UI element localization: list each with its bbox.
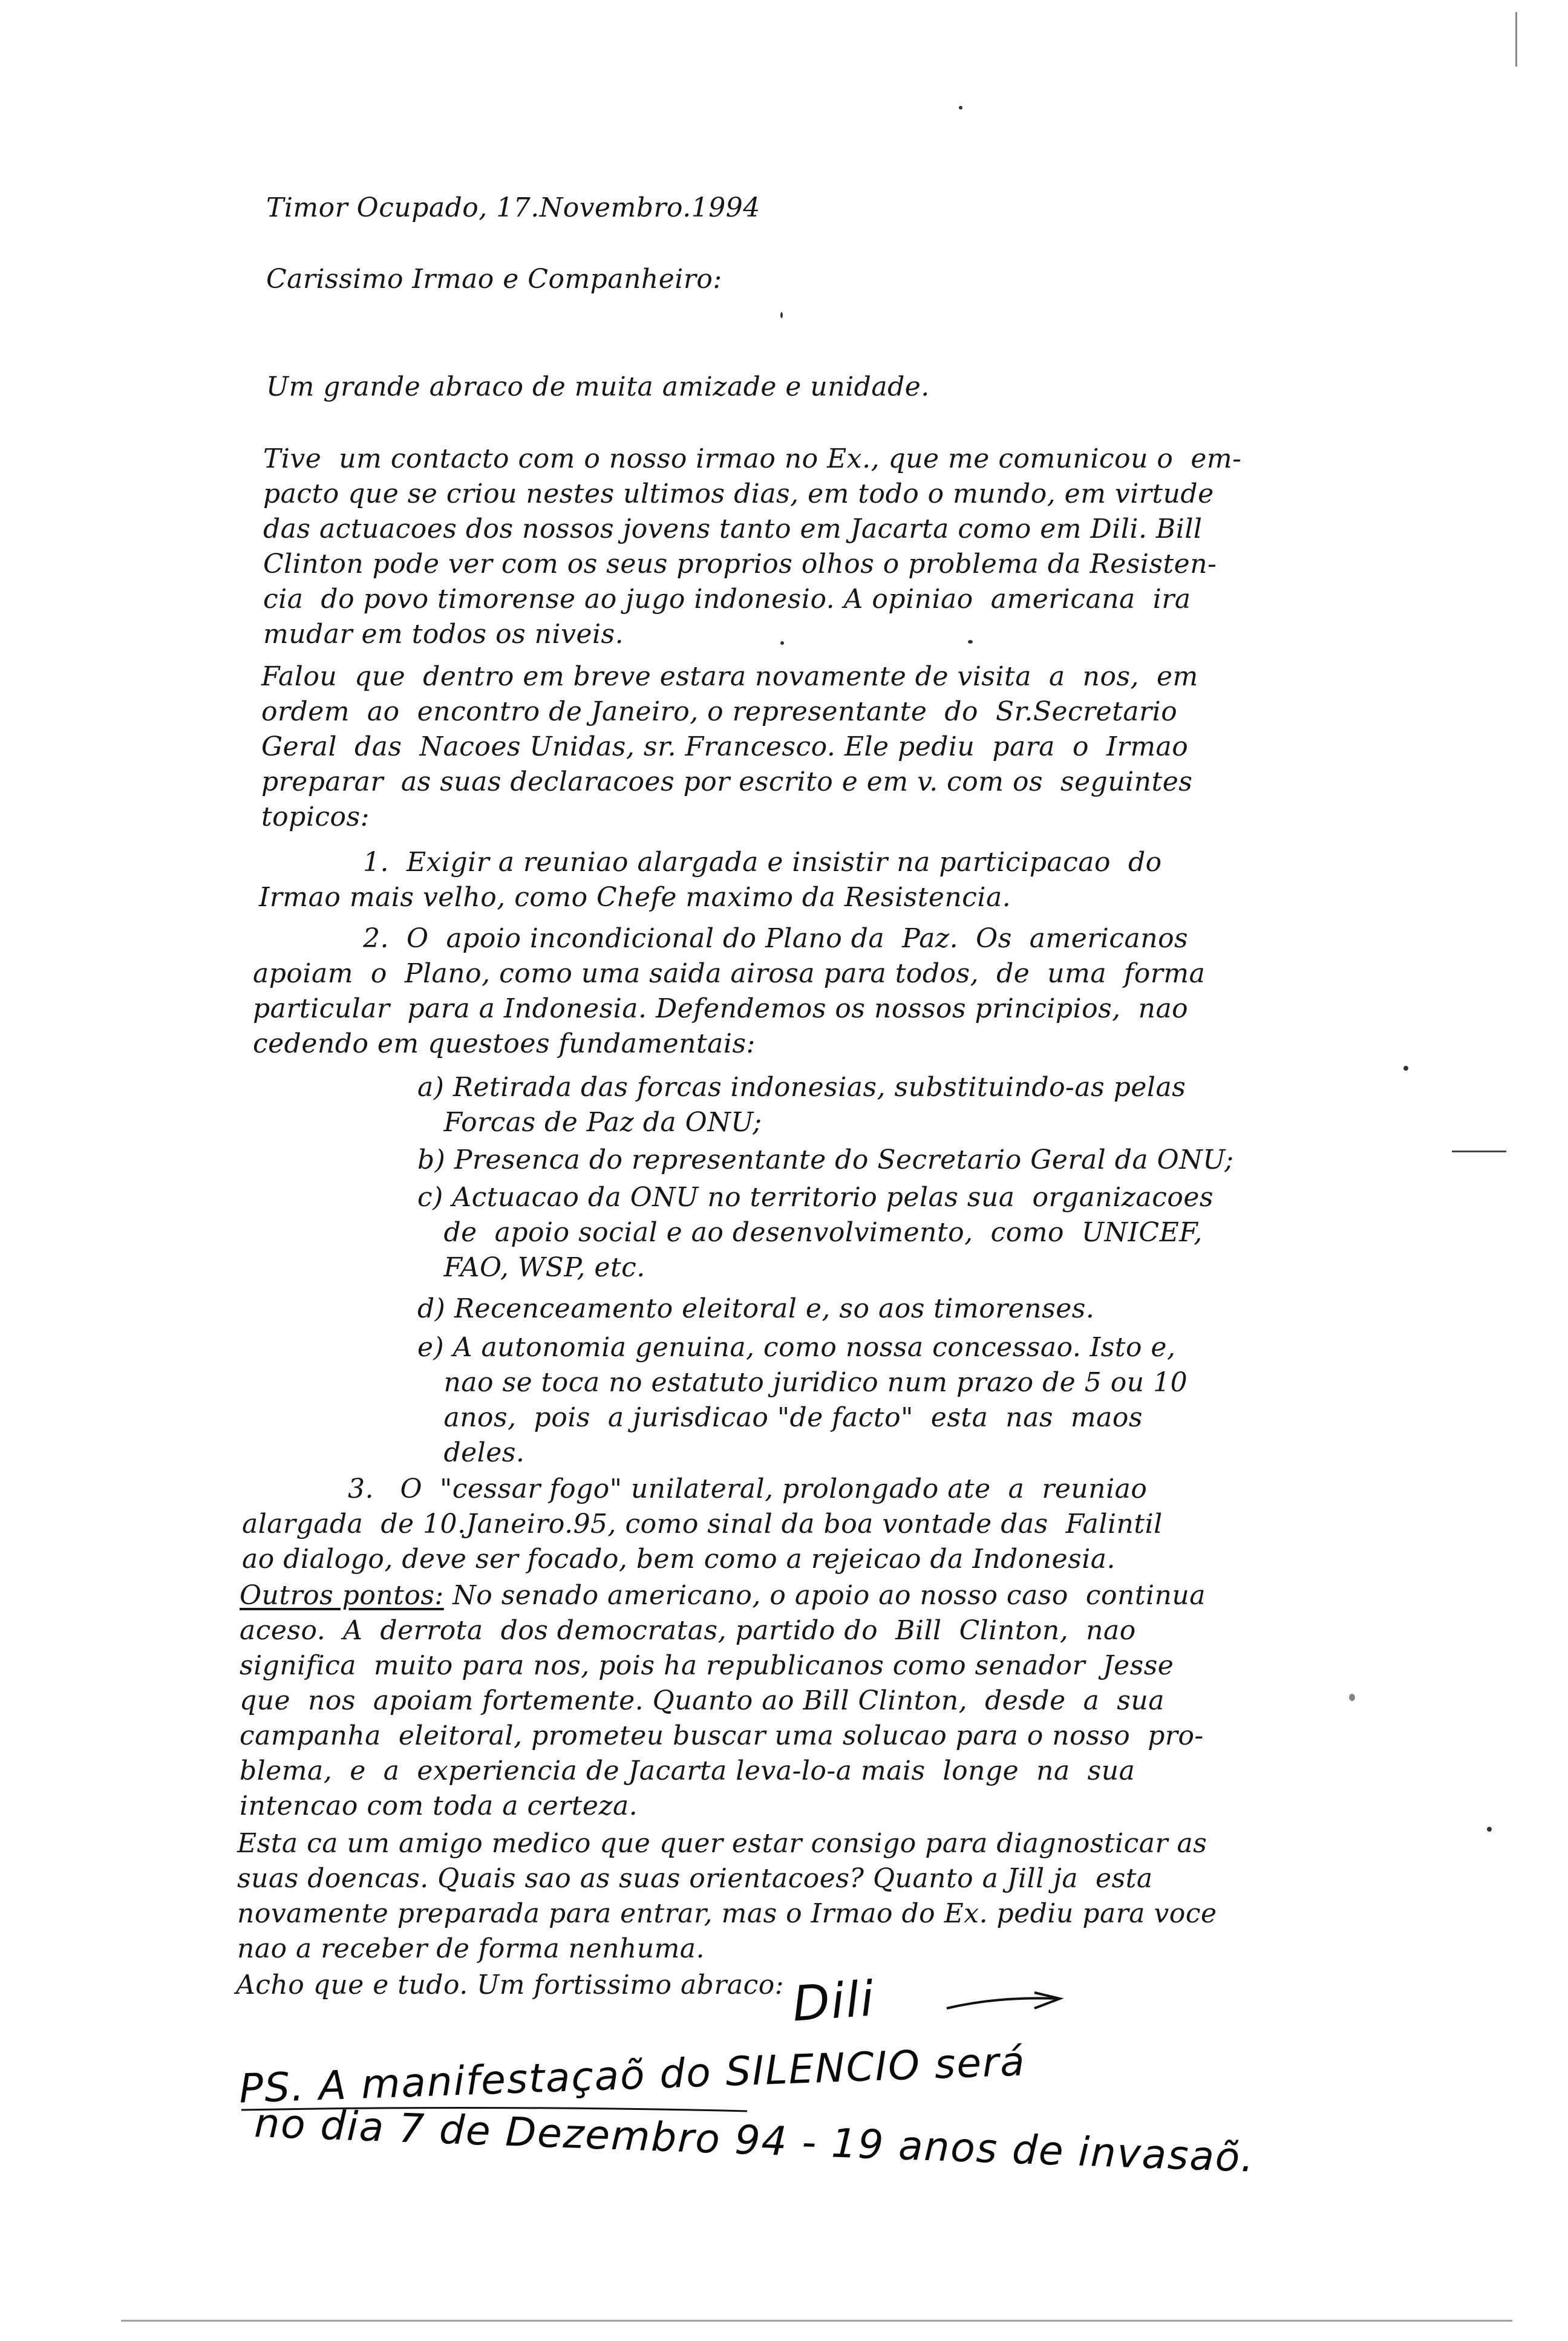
text-line: cia do povo timorense ao jugo indonesio. A opiniao americana ira <box>263 584 1191 615</box>
outros-label: Outros pontos: <box>240 1580 444 1611</box>
text-line: das actuacoes dos nossos jovens tanto em Jacarta como em Dili. Bill <box>263 514 1203 544</box>
text-line: intencao com toda a certeza. <box>240 1791 638 1821</box>
text-line: 1. Exigir a reuniao alargada e insistir na participacao do <box>363 847 1162 878</box>
text-line: mudar em todos os niveis. <box>263 619 624 650</box>
scan-speck <box>1487 1827 1492 1832</box>
postscript-line-2: no dia 7 de Dezembro 94 - 19 anos de invasaõ. <box>253 2100 1256 2181</box>
scan-speck <box>780 312 783 318</box>
salutation: Carissimo Irmao e Companheiro: <box>266 264 722 295</box>
outros-first-text: No senado americano, o apoio ao nosso caso continua <box>443 1580 1206 1611</box>
scan-speck <box>959 106 962 109</box>
text-line: que nos apoiam fortemente. Quanto ao Bill Clinton, desde a sua <box>240 1685 1165 1716</box>
closing-line: Acho que e tudo. Um fortissimo abraco: <box>236 1970 785 2000</box>
text-line: nao a receber de forma nenhuma. <box>237 1933 705 1964</box>
text-line: Clinton pode ver com os seus proprios olhos o problema da Resisten- <box>263 549 1217 580</box>
scan-speck <box>780 641 784 645</box>
subitem-c-cont: de apoio social e ao desenvolvimento, como UNICEF, <box>417 1217 1203 1248</box>
scan-edge <box>121 2320 1512 2322</box>
scan-mark <box>1515 12 1517 67</box>
text-line: Falou que dentro em breve estara novamente de visita a nos, em <box>261 661 1198 692</box>
subitem-e-cont: anos, pois a jurisdicao "de facto" esta nas maos <box>417 1402 1143 1433</box>
subitem-a: a) Retirada das forcas indonesias, substituindo-as pelas <box>417 1072 1186 1103</box>
text-line: ordem ao encontro de Janeiro, o representante do Sr.Secretario <box>261 696 1178 727</box>
handwritten-signature: Dili <box>790 1970 877 2032</box>
greeting-line: Um grande abraco de muita amizade e unidade. <box>266 371 930 402</box>
text-line: suas doencas. Quais sao as suas orientacoes? Quanto a Jill ja esta <box>237 1863 1153 1894</box>
text-line: 2. O apoio incondicional do Plano da Paz. Os americanos <box>363 923 1189 954</box>
text-line: ao dialogo, deve ser focado, bem como a rejeicao da Indonesia. <box>242 1544 1116 1575</box>
text-line: alargada de 10.Janeiro.95, como sinal da boa vontade das Falintil <box>242 1509 1163 1539</box>
postscript-line-1: PS. A manifestaçaõ do SILENCIO será <box>238 2038 1027 2112</box>
scan-mark <box>1452 1151 1506 1152</box>
subitem-c: c) Actuacao da ONU no territorio pelas sua organizacoes <box>417 1182 1214 1213</box>
outros-first-line <box>240 1580 1206 1611</box>
text-line: Irmao mais velho, como Chefe maximo da Resistencia. <box>259 882 1011 913</box>
text-line: apoiam o Plano, como uma saida airosa para todos, de uma forma <box>253 958 1206 989</box>
text-line: campanha eleitoral, prometeu buscar uma solucao para o nosso pro- <box>240 1720 1204 1751</box>
subitem-c-cont: FAO, WSP, etc. <box>417 1252 645 1283</box>
text-line: 3. O "cessar fogo" unilateral, prolongado ate a reuniao <box>348 1474 1148 1504</box>
text-line: Esta ca um amigo medico que quer estar consigo para diagnosticar as <box>237 1828 1207 1859</box>
scan-speck <box>968 640 973 644</box>
text-line: Geral das Nacoes Unidas, sr. Francesco. Ele pediu para o Irmao <box>261 731 1189 762</box>
subitem-e: e) A autonomia genuina, como nossa concessao. Isto e, <box>417 1332 1176 1363</box>
subitem-e-cont: deles. <box>417 1437 525 1468</box>
text-line: novamente preparada para entrar, mas o Irmao do Ex. pediu para voce <box>237 1898 1217 1929</box>
signature-flourish <box>944 1990 1065 2020</box>
scan-speck <box>1349 1694 1355 1701</box>
text-line: significa muito para nos, pois ha republicanos como senador Jesse <box>240 1650 1174 1681</box>
text-line: cedendo em questoes fundamentais: <box>253 1028 756 1059</box>
scan-speck <box>1403 1066 1408 1071</box>
text-line: aceso. A derrota dos democratas, partido do Bill Clinton, nao <box>240 1615 1136 1646</box>
text-line: particular para a Indonesia. Defendemos os nossos principios, nao <box>253 993 1189 1024</box>
subitem-a-cont: Forcas de Paz da ONU; <box>417 1107 762 1138</box>
dateline: Timor Ocupado, 17.Novembro.1994 <box>266 192 760 223</box>
subitem-b: b) Presenca do representante do Secretario Geral da ONU; <box>417 1144 1234 1175</box>
text-line: topicos: <box>261 802 370 832</box>
text-line: pacto que se criou nestes ultimos dias, em todo o mundo, em virtude <box>263 478 1214 509</box>
subitem-d: d) Recenceamento eleitoral e, so aos timorenses. <box>417 1293 1095 1324</box>
text-line: blema, e a experiencia de Jacarta leva-lo-a mais longe na sua <box>240 1755 1135 1786</box>
subitem-e-cont: nao se toca no estatuto juridico num prazo de 5 ou 10 <box>417 1367 1188 1398</box>
text-line: preparar as suas declaracoes por escrito e em v. com os seguintes <box>261 766 1193 797</box>
text-line: Tive um contacto com o nosso irmao no Ex., que me comunicou o em- <box>263 443 1242 474</box>
postscript-underline <box>239 2104 753 2116</box>
